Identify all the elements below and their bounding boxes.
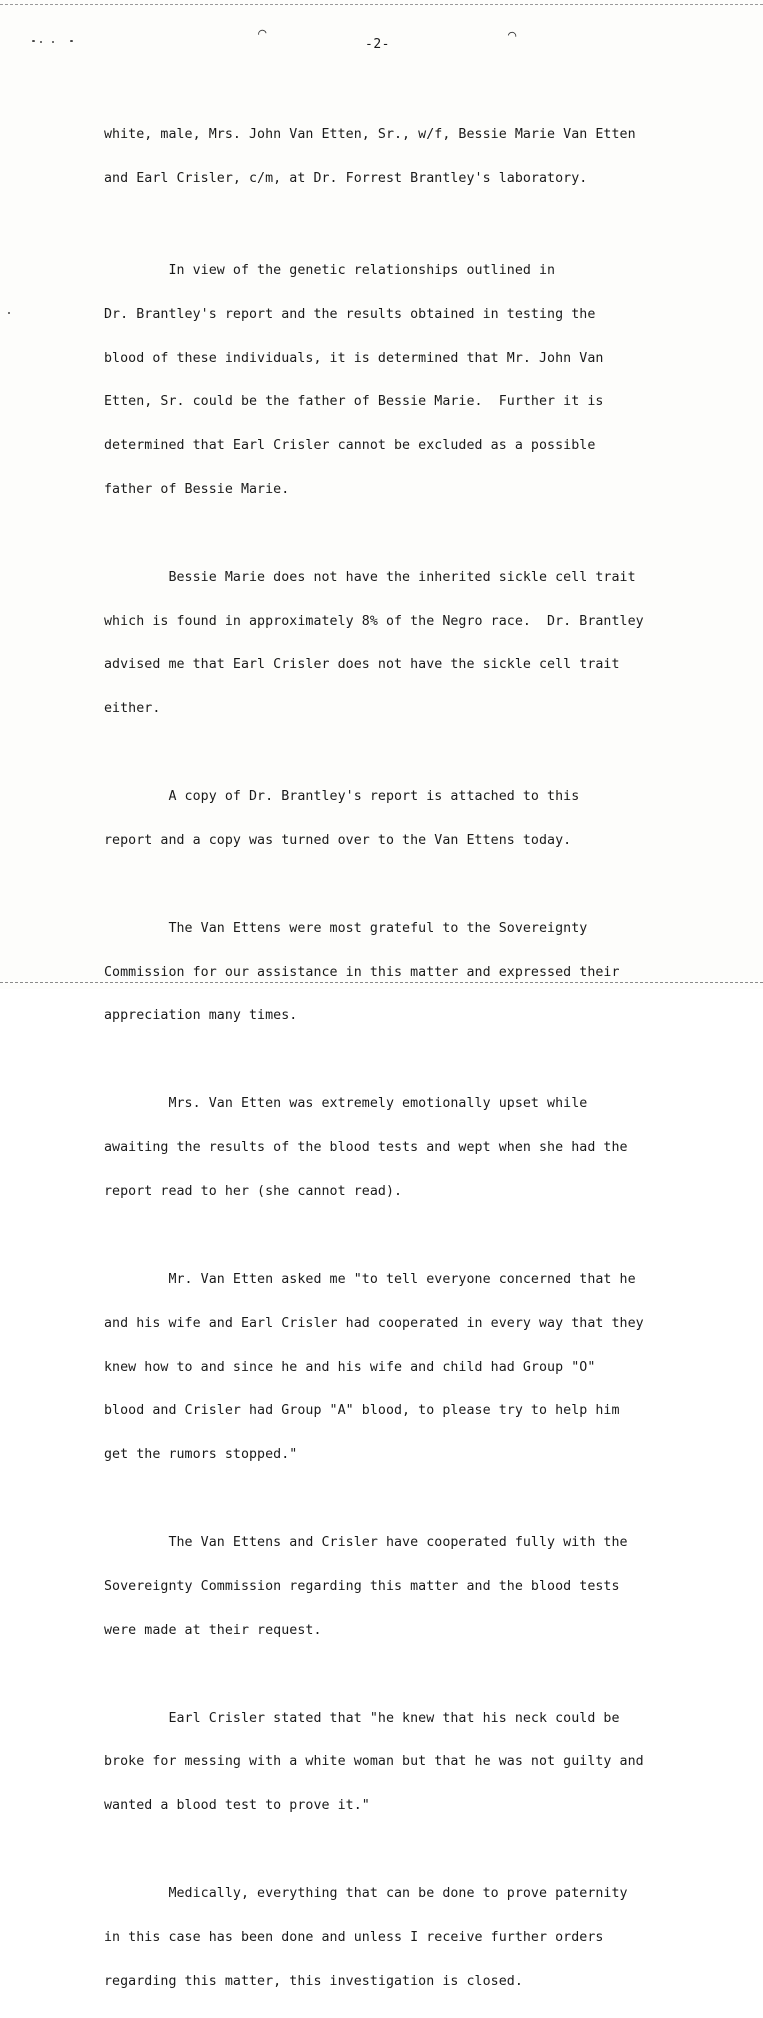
text-line: Medically, everything that can be done to prove paternity (104, 1886, 628, 1902)
text-line: knew how to and since he and his wife and child had Group "O" (104, 1359, 596, 1375)
text-line: The Van Ettens and Crisler have cooperated fully with the (104, 1535, 628, 1551)
text-line: blood of these individuals, it is determined that Mr. John Van (104, 350, 604, 366)
top-edge-rule (0, 4, 763, 5)
text-line: advised me that Earl Crisler does not have the sickle cell trait (104, 657, 620, 673)
text-line: The Van Ettens were most grateful to the Sovereignty (104, 920, 588, 936)
text-line: white, male, Mrs. John Van Etten, Sr., w/f, Bessie Marie Van Etten (104, 127, 636, 143)
scan-speck (52, 41, 54, 43)
paragraph (104, 1858, 724, 2018)
text-line: which is found in approximately 8% of the Negro race. Dr. Brantley (104, 613, 644, 629)
letter-body (104, 99, 724, 2018)
text-line: were made at their request. (104, 1622, 322, 1638)
text-line: Commission for our assistance in this matter and expressed their (104, 964, 620, 980)
text-line: broke for messing with a white woman but that he was not guilty and (104, 1754, 644, 1770)
paragraph (104, 1682, 724, 1843)
text-line: report and a copy was turned over to the Van Ettens today. (104, 832, 572, 848)
text-line: and his wife and Earl Crisler had cooperated in every way that they (104, 1315, 644, 1331)
text-line: Mrs. Van Etten was extremely emotionally upset while (104, 1096, 588, 1112)
scan-speck (70, 40, 73, 42)
text-line: appreciation many times. (104, 1008, 298, 1024)
text-line: report read to her (she cannot read). (104, 1183, 403, 1199)
text-line: Mr. Van Etten asked me "to tell everyone concerned that he (104, 1271, 636, 1287)
paragraph (104, 761, 724, 878)
paragraph (104, 235, 724, 527)
text-line: and Earl Crisler, c/m, at Dr. Forrest Brantley's laboratory. (104, 170, 588, 186)
text-line: Etten, Sr. could be the father of Bessie Marie. Further it is (104, 394, 604, 410)
text-line: Bessie Marie does not have the inherited sickle cell trait (104, 569, 636, 585)
text-line: Dr. Brantley's report and the results obtained in testing the (104, 306, 596, 322)
scan-speck (40, 41, 42, 43)
paragraph (104, 893, 724, 1054)
text-line: A copy of Dr. Brantley's report is attached to this (104, 789, 580, 805)
text-line: blood and Crisler had Group "A" blood, to please try to help him (104, 1403, 620, 1419)
paragraph (104, 542, 724, 746)
text-line: awaiting the results of the blood tests and wept when she had the (104, 1140, 628, 1156)
scan-artifact-mark: ⌒ (256, 24, 269, 42)
paragraph (104, 99, 724, 216)
scan-speck (32, 40, 35, 42)
text-line: get the rumors stopped." (104, 1447, 298, 1463)
paragraph (104, 1507, 724, 1668)
paragraph (104, 1068, 724, 1229)
text-line: Earl Crisler stated that "he knew that his neck could be (104, 1710, 620, 1726)
bottom-edge-rule (0, 982, 763, 983)
text-line: either. (104, 701, 161, 717)
text-line: regarding this matter, this investigation is closed. (104, 1973, 523, 1989)
text-line: Sovereignty Commission regarding this matter and the blood tests (104, 1578, 620, 1594)
scan-artifact-mark: ⌒ (506, 26, 518, 44)
text-line: in this case has been done and unless I receive further orders (104, 1929, 604, 1945)
page-number: -2- (365, 37, 390, 52)
text-line: wanted a blood test to prove it." (104, 1798, 370, 1814)
text-line: determined that Earl Crisler cannot be excluded as a possible (104, 438, 596, 454)
text-line: In view of the genetic relationships outlined in (104, 262, 556, 278)
text-line: father of Bessie Marie. (104, 481, 290, 497)
paragraph (104, 1244, 724, 1492)
scan-speck (8, 312, 10, 314)
